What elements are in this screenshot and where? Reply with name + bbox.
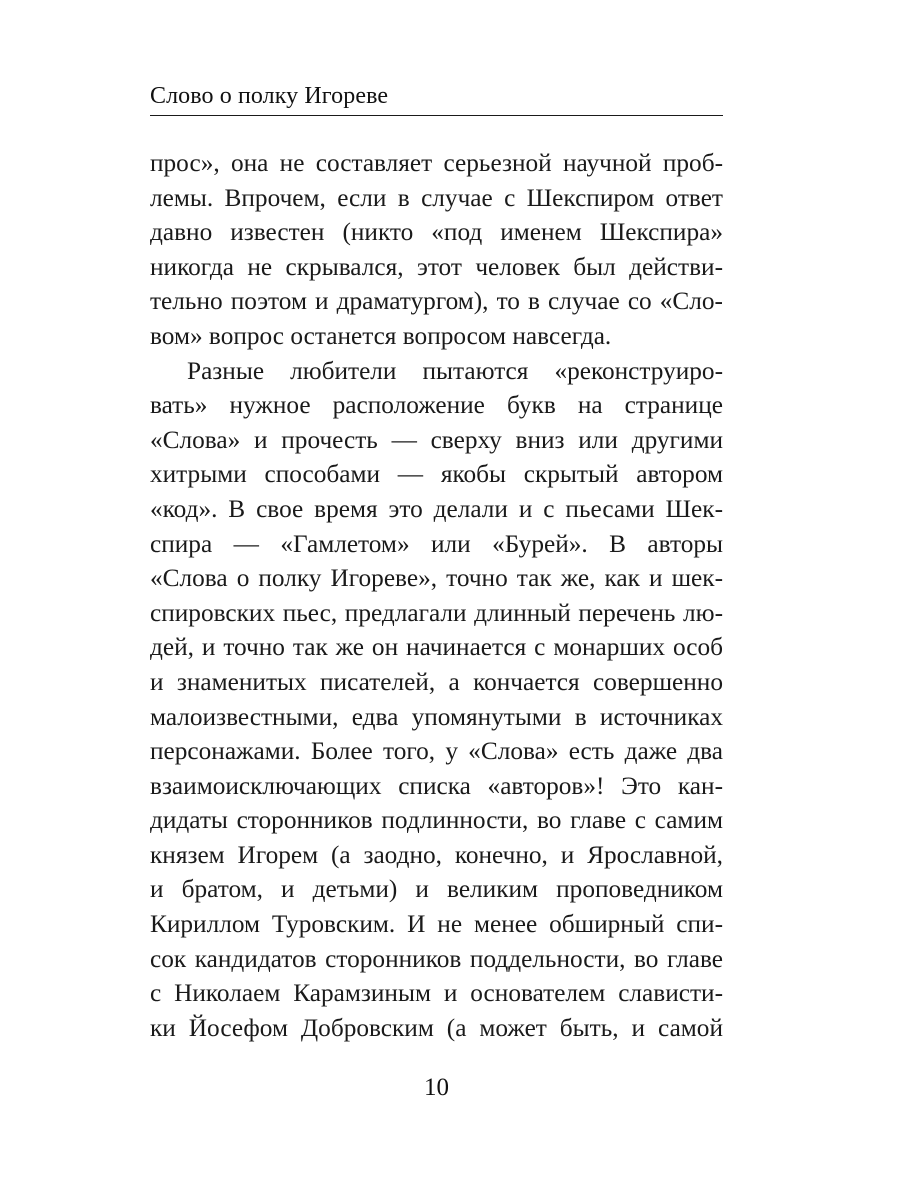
text-line: сок кандидатов сторонников поддельности, во главе bbox=[150, 944, 723, 973]
header-rule bbox=[150, 115, 723, 116]
text-line: Кириллом Туровским. И не менее обширный спи- bbox=[150, 910, 723, 939]
text-line: хитрыми способами — якобы скрытый автором bbox=[150, 460, 723, 489]
text-line: и знаменитых писателей, а кончается совершенно bbox=[150, 667, 723, 696]
text-line: прос», она не составляет серьезной научной проб- bbox=[150, 149, 723, 177]
text-line: вать» нужное расположение букв на странице bbox=[150, 391, 723, 420]
text-line: «Слова» и прочесть — сверху вниз или другими bbox=[150, 425, 723, 454]
text-line: Разные любители пытаются «реконструиро- bbox=[187, 356, 723, 385]
text-line: давно известен (никто «под именем Шекспира» bbox=[150, 218, 723, 247]
text-line: «Слова о полку Игореве», точно так же, как и шек- bbox=[150, 564, 723, 593]
text-line: «код». В свое время это делали и с пьесами Шек- bbox=[150, 494, 723, 523]
page-number: 10 bbox=[424, 1074, 449, 1101]
text-line: с Николаем Карамзиным и основателем слависти- bbox=[150, 979, 723, 1008]
text-line: спира — «Гамлетом» или «Бурей». В авторы bbox=[150, 529, 723, 558]
text-line: князем Игорем (а заодно, конечно, и Ярославной, bbox=[150, 840, 723, 869]
running-head-title: Слово о полку Игореве bbox=[150, 83, 389, 109]
text-line: ки Йосефом Добровским (а может быть, и самой bbox=[150, 1013, 723, 1042]
body-text bbox=[150, 146, 723, 1045]
text-line: никогда не скрывался, этот человек был действи- bbox=[150, 252, 723, 281]
paragraph bbox=[150, 146, 723, 354]
text-line: взаимоисключающих списка «авторов»! Это кан- bbox=[150, 771, 723, 800]
text-line: и братом, и детьми) и великим проповедником bbox=[150, 875, 723, 904]
text-line: лемы. Впрочем, если в случае с Шекспиром ответ bbox=[150, 183, 723, 212]
paragraph bbox=[150, 354, 723, 1046]
text-line: дидаты сторонников подлинности, во главе с самим bbox=[150, 806, 723, 835]
text-line: малоизвестными, едва упомянутыми в источниках bbox=[150, 702, 723, 731]
text-line: вом» вопрос останется вопросом навсегда. bbox=[150, 321, 612, 350]
text-line: персонажами. Более того, у «Слова» есть даже два bbox=[150, 737, 723, 766]
text-line: спировских пьес, предлагали длинный перечень лю- bbox=[150, 598, 723, 627]
text-line: тельно поэтом и драматургом), то в случае со «Сло- bbox=[150, 287, 723, 316]
text-line: дей, и точно так же он начинается с монарших особ bbox=[150, 633, 723, 662]
